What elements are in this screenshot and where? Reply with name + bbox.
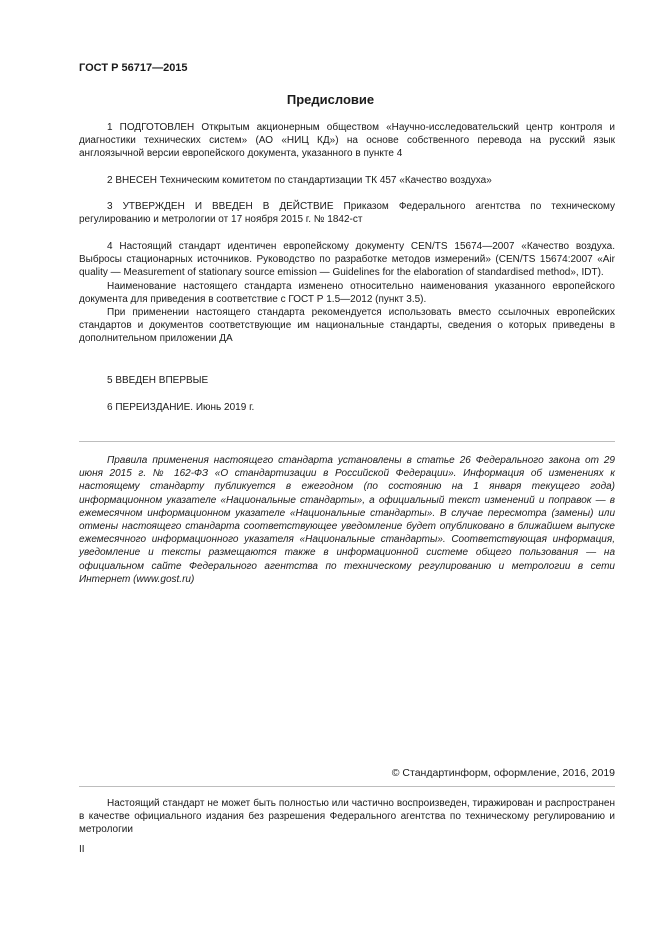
foreword-item-1 bbox=[79, 121, 615, 161]
rights-text: Настоящий стандарт не может быть полностью или частично воспроизведен, тиражирован и распространен в качестве официального издания без разрешения Федерального агентства по техническому регулированию и метрологии bbox=[79, 798, 615, 836]
notice-text: Правила применения настоящего стандарта установлены в статье 26 Федерального закона от 29 июня 2015 г. № 162-ФЗ «О стандартизации в Российской Федерации». Информация об изменениях к настоящему стандарту публикуется в ежегодном (по состоянию на 1 января текущего года) информационном указателе «Национальные стандарты», а официальный текст изменений и поправок — в ежемесячном информационном указателе «Национальные стандарты». В случае пересмотра (замены) или отмены настоящего стандарта соответствующее уведомление будет опубликовано в ближайшем выпуске ежемесячного информационного указателя «Национальные стандарты». Соответствующая информация, уведомление и тексты размещаются также в информационной системе общего пользования — на официальном сайте Федерального агентства по техническому регулированию и метрологии в сети Интернет (www.gost.ru) bbox=[79, 455, 615, 585]
item-text: 6 ПЕРЕИЗДАНИЕ. Июнь 2019 г. bbox=[107, 402, 255, 413]
document-code: ГОСТ Р 56717—2015 bbox=[79, 62, 188, 74]
item-text: 3 УТВЕРЖДЕН И ВВЕДЕН В ДЕЙСТВИЕ Приказом Федерального агентства по техническому регулированию и метрологии от 17 ноября 2015 г. № 1842-ст bbox=[79, 201, 615, 226]
item-text: 4 Настоящий стандарт идентичен европейскому документу CEN/TS 15674—2007 «Качество воздуха. Выбросы стационарных источников. Руководство по разработке методов измерений» (CEN/TS 15674:2007 «Air quality — Measurement of stationary source emission — Guidelines for the elaboration of standardised method», IDT). bbox=[79, 241, 615, 279]
foreword-item-2 bbox=[79, 174, 615, 187]
item-extra-paragraph: При применении настоящего стандарта рекомендуется использовать вместо ссылочных европейских стандартов и документов соответствующие им национальные стандарты, сведения о которых приведены в дополнительном приложении ДА bbox=[79, 307, 615, 345]
item-text: 1 ПОДГОТОВЛЕН Открытым акционерным обществом «Научно-исследовательский центр контроля и диагностики технических систем» (АО «НИЦ КД») на основе собственного перевода на русский язык англоязычной версии европейского документа, указанного в пункте 4 bbox=[79, 122, 615, 160]
foreword-item-4 bbox=[79, 240, 615, 346]
page-number: II bbox=[79, 844, 85, 855]
foreword-item-3 bbox=[79, 200, 615, 226]
rights-notice bbox=[79, 797, 615, 837]
separator-line bbox=[79, 786, 615, 787]
page-title: Предисловие bbox=[286, 92, 375, 107]
item-text: 5 ВВЕДЕН ВПЕРВЫЕ bbox=[107, 375, 209, 386]
separator-line bbox=[79, 441, 615, 442]
copyright-line: © Стандартинформ, оформление, 2016, 2019 bbox=[391, 767, 615, 779]
item-extra-paragraph: Наименование настоящего стандарта изменено относительно наименования указанного европейского документа для приведения в соответствие с ГОСТ Р 1.5—2012 (пункт 3.5). bbox=[79, 280, 615, 305]
legal-notice bbox=[79, 454, 615, 586]
foreword-item-5 bbox=[79, 374, 615, 387]
item-text: 2 ВНЕСЕН Техническим комитетом по стандартизации ТК 457 «Качество воздуха» bbox=[107, 175, 492, 186]
foreword-item-6 bbox=[79, 401, 615, 414]
